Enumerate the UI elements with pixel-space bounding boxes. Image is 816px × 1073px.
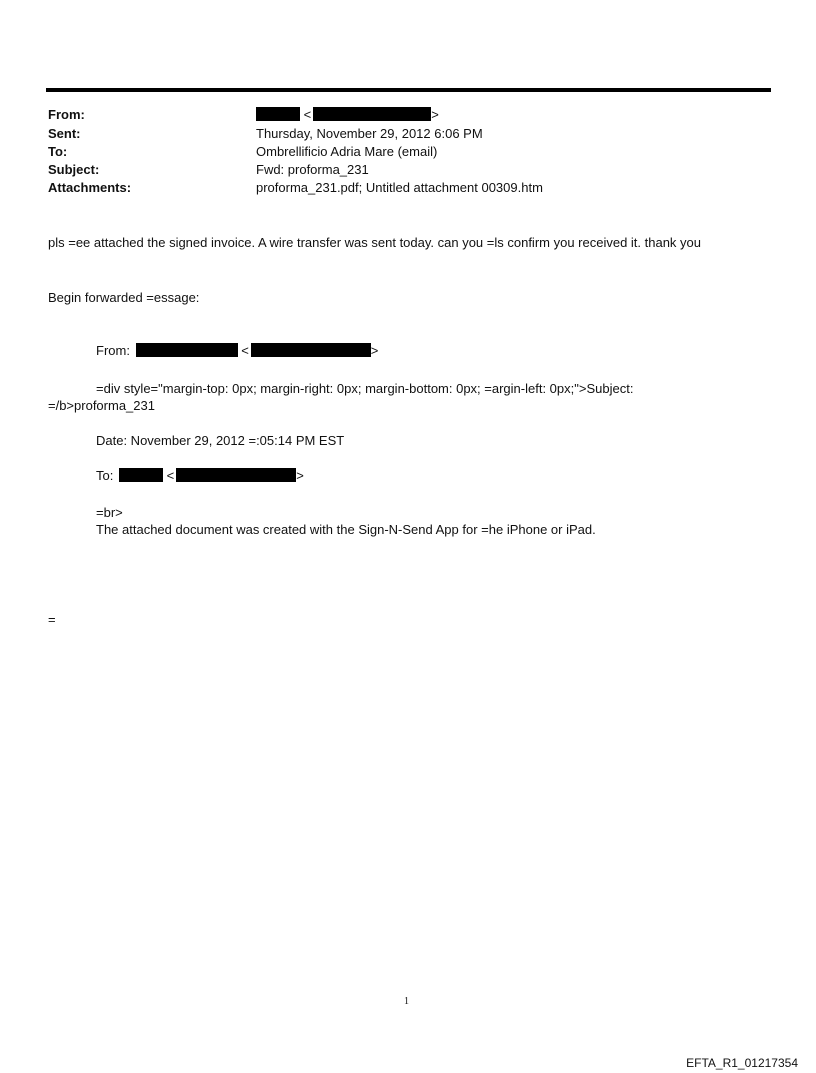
redacted-name: [119, 468, 163, 482]
from-lt: <: [303, 107, 312, 122]
body-paragraph: pls =ee attached the signed invoice. A wire transfer was sent today. can you =ls confirm you received it. thank you: [48, 235, 702, 250]
forwarded-from-lt: <: [241, 343, 249, 358]
from-gt: >: [431, 107, 439, 122]
forwarded-to-line: [96, 468, 304, 483]
to-row: [48, 144, 748, 162]
document-id: EFTA_R1_01217354: [686, 1056, 798, 1070]
subject-label: Subject:: [48, 162, 100, 177]
br-line: =br>: [96, 505, 123, 520]
date-line: Date: November 29, 2012 =:05:14 PM EST: [96, 433, 345, 448]
sent-value: Thursday, November 29, 2012 6:06 PM: [256, 126, 483, 141]
redacted-email: [313, 107, 431, 121]
redacted-email: [176, 468, 296, 482]
forwarded-heading: Begin forwarded =essage:: [48, 290, 200, 305]
from-row: [48, 107, 748, 125]
forwarded-to-label: To:: [96, 468, 114, 483]
subject-value: Fwd: proforma_231: [256, 162, 369, 177]
sent-row: [48, 126, 748, 144]
div-style-line: =div style="margin-top: 0px; margin-right: 0px; margin-bottom: 0px; =argin-left: 0px;">Subject:: [96, 381, 634, 396]
sent-label: Sent:: [48, 126, 81, 141]
redacted-name: [136, 343, 238, 357]
page-number: 1: [404, 996, 409, 1007]
attachments-label: Attachments:: [48, 180, 132, 195]
subject-row: [48, 162, 748, 180]
attachments-row: [48, 180, 748, 198]
header-rule: [46, 88, 771, 92]
subject-fragment-line: =/b>proforma_231: [48, 398, 155, 413]
forwarded-from-label: From:: [96, 343, 130, 358]
redacted-name: [256, 107, 300, 121]
trailing-equals: =: [48, 612, 56, 627]
to-label: To:: [48, 144, 68, 159]
forwarded-from-gt: >: [370, 343, 379, 358]
to-value: Ombrellificio Adria Mare (email): [256, 144, 438, 159]
forwarded-to-gt: >: [296, 468, 304, 483]
sign-n-send-note: The attached document was created with the Sign-N-Send App for =he iPhone or iPad.: [96, 522, 596, 537]
from-value: [256, 107, 439, 122]
from-label: From:: [48, 107, 85, 122]
attachments-value: proforma_231.pdf; Untitled attachment 00309.htm: [256, 180, 543, 195]
forwarded-to-lt: <: [166, 468, 175, 483]
redacted-email: [251, 343, 371, 357]
forwarded-from-line: [96, 343, 378, 358]
